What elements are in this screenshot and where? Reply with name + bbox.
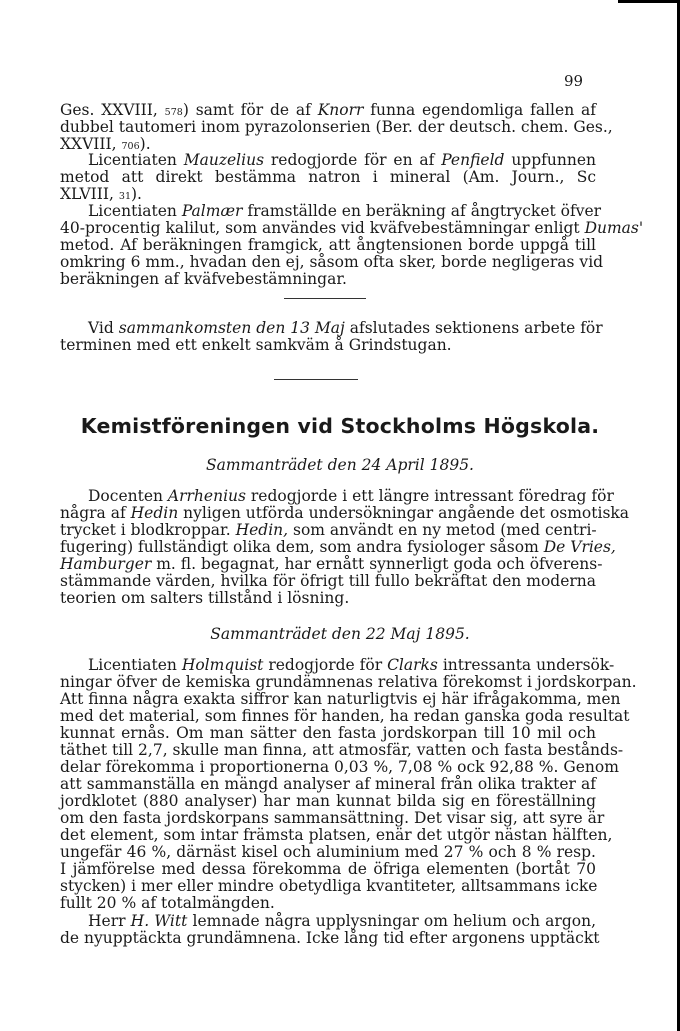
meeting-date-april: Sammanträdet den 24 April 1895.: [205, 456, 474, 474]
text-run: H. Witt: [130, 912, 188, 930]
text-run: omkring 6 mm., hvadan den ej, såsom ofta sker, borde negligeras vid: [60, 253, 604, 271]
text-run: funna egendomliga fallen af: [363, 101, 596, 119]
para6-line: [60, 895, 596, 912]
text-run: Ges. XXVIII,: [60, 101, 165, 119]
text-run: de nyupptäckta grundämnena. Icke lång tid efter argonens upptäckt: [60, 929, 600, 947]
text-run: Penfield: [441, 151, 505, 169]
para3-line: [60, 271, 596, 288]
text-run: Licentiaten: [88, 202, 182, 220]
text-run: nyligen utförda undersökningar angående det osmotiska: [178, 504, 630, 522]
para3-line: [60, 237, 596, 254]
para6-line: [60, 725, 596, 742]
text-run: om den fasta jordskorpans sammansättning. Det visar sig, att syre är: [60, 809, 605, 827]
section-divider-short: [284, 298, 366, 299]
text-run: några af: [60, 504, 131, 522]
para6-line: [60, 809, 605, 827]
text-run: XLVIII,: [60, 185, 119, 203]
para7-line: [88, 913, 596, 930]
text-run: metod. Af beräkningen framgick, att ångtensionen borde uppgå till: [60, 236, 596, 254]
text-run: Hedin,: [235, 521, 289, 539]
para5-line: [88, 487, 614, 505]
text-run: Dumas': [584, 219, 644, 237]
text-run: dubbel tautomeri inom pyrazolonserien (Ber. der deutsch. chem. Ges.,: [60, 118, 613, 136]
text-run: som användt en ny metod (med centri-: [288, 521, 597, 539]
text-run: fullt 20 % af totalmängden.: [60, 894, 275, 912]
text-run: med det material, som finnes för handen, ha redan ganska goda resultat: [60, 707, 630, 725]
text-run: Licentiaten: [88, 151, 184, 169]
text-run: trycket i blodkroppar.: [60, 521, 236, 539]
text-run: uppfunnen: [504, 151, 596, 169]
text-run: ningar öfver de kemiska grundämnenas relativa förekomst i jordskorpan.: [60, 673, 637, 691]
text-run: kunnat ernås. Om man sätter den fasta jordskorpan till 10 mil och: [60, 724, 596, 742]
text-run: 706: [121, 141, 140, 152]
text-run: 31: [118, 191, 131, 202]
para6-line: [60, 690, 621, 708]
text-run: XXVIII,: [60, 135, 122, 153]
text-run: redogjorde i ett längre intressant föredrag för: [245, 487, 614, 505]
text-run: lemnade några upplysningar om helium och argon,: [187, 912, 596, 930]
para6-line: [60, 707, 630, 725]
para6-line: [60, 826, 613, 844]
para5-line: [60, 504, 630, 522]
para3-line: [88, 202, 602, 220]
text-run: täthet till 2,7, skulle man finna, att atmosfär, vatten och fasta bestånds-: [60, 741, 624, 759]
text-run: fugering) fullständigt olika dem, som andra fysiologer såsom: [60, 538, 544, 556]
text-run: 578: [164, 107, 183, 118]
text-run: Arrhenius: [167, 487, 246, 505]
meeting-date-may: Sammanträdet den 22 Maj 1895.: [210, 625, 470, 643]
text-run: Vid: [88, 319, 119, 337]
text-run: det element, som intar främsta platsen, enär det utgör nästan hälften,: [60, 826, 613, 844]
text-run: terminen med ett enkelt samkväm å Grindstugan.: [60, 336, 452, 354]
text-run: Knorr: [317, 101, 364, 119]
text-run: Herr: [88, 912, 131, 930]
text-run: delar förekomma i proportionerna 0,03 %, 7,08 % ock 92,88 %. Genom: [60, 758, 619, 776]
para3-line: [60, 219, 644, 237]
text-run: beräkningen af kväfvebestämningar.: [60, 270, 347, 288]
para2-line: [88, 152, 596, 169]
para4-line: [88, 319, 603, 337]
text-run: ) samt för de af: [182, 101, 318, 119]
text-run: Hedin: [130, 504, 179, 522]
para5-line: [60, 538, 616, 556]
text-run: afslutades sektionens arbete för: [344, 319, 603, 337]
text-run: redogjorde för en af: [264, 151, 442, 169]
text-run: Hamburger: [60, 555, 152, 573]
para6-line: [60, 758, 619, 776]
text-run: ).: [139, 135, 151, 153]
para6-line: [60, 673, 637, 691]
scan-border-top: [618, 0, 680, 3]
section-heading: Kemistföreningen vid Stockholms Högskola.: [80, 414, 600, 438]
text-run: stämmande värden, hvilka för öfrigt till fullo bekräftat den moderna: [60, 572, 596, 590]
para4-line: [60, 337, 596, 354]
para6-line: [60, 793, 596, 810]
text-run: Docenten: [88, 487, 168, 505]
para5-line: [60, 573, 596, 590]
para3-line: [60, 253, 604, 271]
text-run: 40-procentig kalilut, som användes vid kväfvebestämningar enligt: [60, 219, 585, 237]
text-run: teorien om salters tillstånd i lösning.: [60, 589, 350, 607]
text-run: I jämförelse med dessa förekomma de öfriga elementen (bortåt 70: [60, 860, 596, 878]
section-divider: [274, 379, 358, 380]
text-run: ungefär 46 %, därnäst kisel och aluminium med 27 % och 8 % resp.: [60, 843, 596, 861]
text-run: Clarks: [387, 656, 438, 674]
text-run: sammankomsten den 13 Maj: [118, 319, 345, 337]
para2-line: [60, 169, 596, 186]
text-run: framställde en beräkning af ångtrycket öfver: [242, 202, 602, 220]
para5-line: [60, 590, 596, 607]
text-run: Palmær: [181, 202, 243, 220]
para6-line: [60, 844, 596, 861]
para6-line: [88, 656, 615, 674]
para5-line: [60, 555, 603, 573]
para6-line: [60, 776, 596, 793]
text-run: redogjorde för: [263, 656, 388, 674]
page-number: 99: [564, 72, 584, 90]
text-run: Mauzelius: [183, 151, 265, 169]
para6-line: [60, 741, 624, 759]
text-run: metod att direkt bestämma natron i mineral (Am. Journ., Sc: [60, 168, 596, 186]
text-run: m. fl. begagnat, har ernått synnerligt goda och öfverens-: [151, 555, 603, 573]
text-run: att sammanställa en mängd analyser af mineral från olika trakter af: [60, 775, 596, 793]
text-run: De Vries,: [543, 538, 616, 556]
para6-line: [60, 861, 596, 878]
text-run: stycken) i mer eller mindre obetydliga kvantiteter, alltsammans icke: [60, 877, 598, 895]
para6-line: [60, 878, 596, 895]
text-run: Licentiaten: [88, 656, 182, 674]
para7-line: [60, 929, 600, 947]
text-run: Att finna några exakta siffror kan naturligtvis ej här ifrågakomma, men: [60, 690, 621, 708]
text-run: ).: [131, 185, 142, 203]
para1-line: [60, 118, 613, 136]
text-run: jordklotet (880 analyser) har man kunnat bilda sig en föreställning: [60, 792, 596, 810]
text-run: intressanta undersök-: [437, 656, 615, 674]
para5-line: [60, 522, 596, 539]
text-run: Holmquist: [181, 656, 264, 674]
